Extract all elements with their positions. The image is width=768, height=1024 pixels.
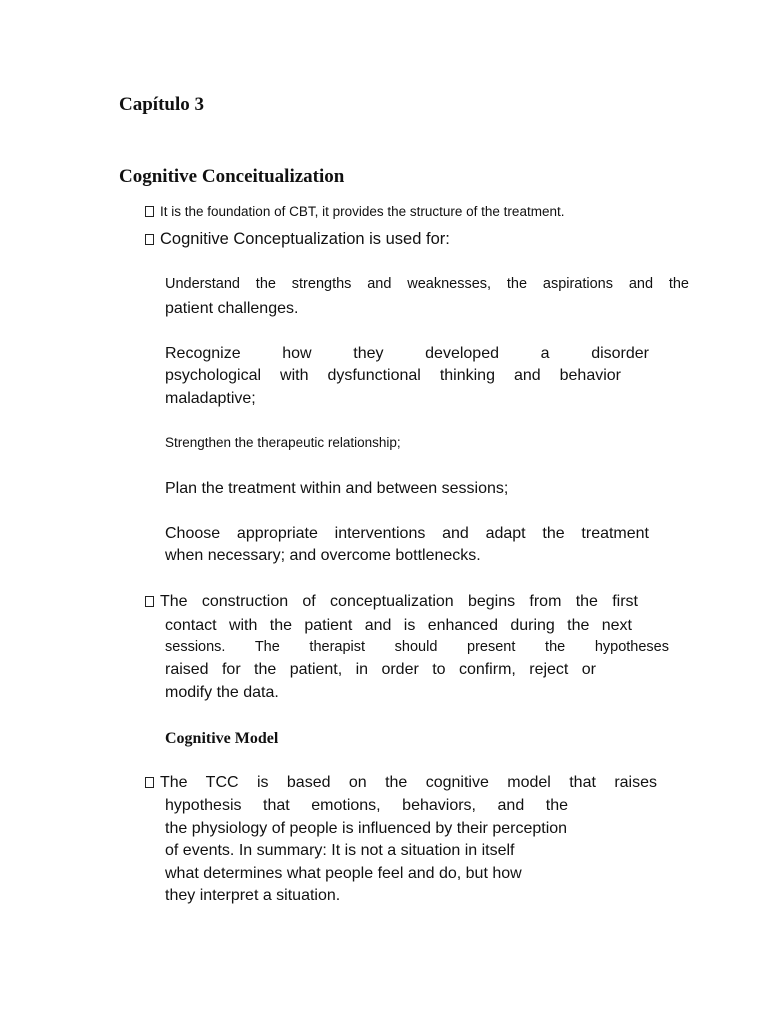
use-strengths-line-2: patient challenges. [165,300,299,317]
bullet-box-icon [145,206,154,217]
bullet-box-icon [145,777,154,788]
tcc-line-6: they interpret a situation. [165,887,341,904]
use-recognize-line-1: Recognize how they developed a disorder [165,345,649,362]
tcc-line-1: The TCC is based on the cognitive model that raises [145,774,658,792]
use-choose-line-2: when necessary; and overcome bottlenecks. [165,547,481,564]
tcc-line-4: of events. In summary: It is not a situation in itself [165,842,515,859]
construction-line-3: sessions. The therapist should present the hypotheses [165,639,669,655]
tcc-line-3: the physiology of people is influenced by their perception [165,820,568,837]
use-relationship: Strengthen the therapeutic relationship; [165,435,401,450]
bullet-box-icon [145,596,154,607]
construction-line-4: raised for the patient, in order to confirm, reject or [165,661,596,678]
bullet-foundation: It is the foundation of CBT, it provides the structure of the treatment. [145,204,564,219]
use-recognize-line-3: maladaptive; [165,390,256,407]
use-plan: Plan the treatment within and between sessions; [165,480,509,497]
construction-line-1: The construction of conceptualization begins from the first [145,593,639,611]
bullet-used-for: Cognitive Conceptualization is used for: [145,230,450,249]
construction-line-5: modify the data. [165,684,279,701]
tcc-line-2: hypothesis that emotions, behaviors, and the [165,797,568,814]
section-title: Cognitive Conceitualization [119,166,345,187]
bullet-box-icon [145,234,154,245]
construction-line-2: contact with the patient and is enhanced during the next [165,617,632,634]
chapter-title: Capítulo 3 [119,94,204,115]
cognitive-model-title: Cognitive Model [165,730,279,747]
use-choose-line-1: Choose appropriate interventions and adapt the treatment [165,525,649,542]
use-strengths-line-1: Understand the strengths and weaknesses, the aspirations and the [165,276,689,292]
tcc-line-5: what determines what people feel and do, but how [165,865,522,882]
use-recognize-line-2: psychological with dysfunctional thinking and behavior [165,367,621,384]
